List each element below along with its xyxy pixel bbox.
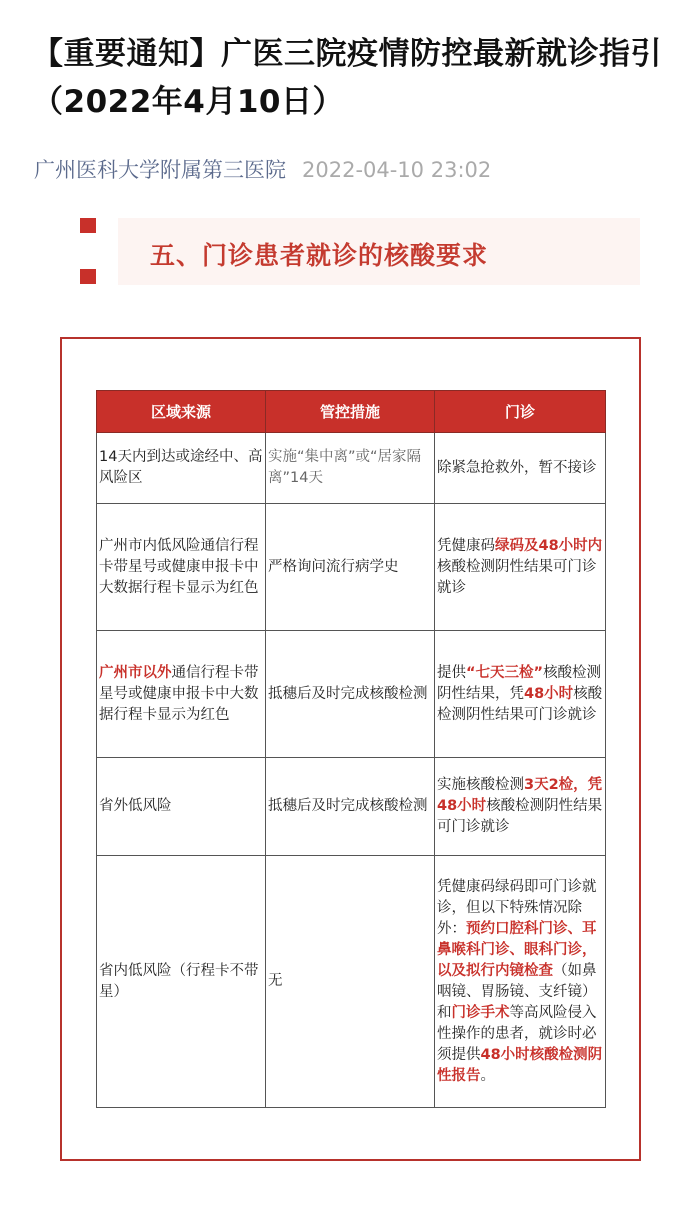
cell-text: 核酸检测阴性结果，凭 [437,664,602,702]
table-row [97,631,606,758]
cell-region [97,856,266,1108]
cell-text: 无 [268,973,283,989]
article-meta [34,154,491,184]
cell-measures [266,856,435,1108]
cell-outpatient [435,758,606,856]
header-measures: 管控措施 [266,391,435,433]
table-row [97,433,606,504]
cell-region [97,631,266,758]
header-region: 区域来源 [97,391,266,433]
table-header-row [97,391,606,433]
highlight-text: 绿码及48小时内 [495,537,603,554]
header-outpatient: 门诊 [435,391,606,433]
cell-text: （如鼻咽镜、胃肠镜、支纤镜）和 [437,962,597,1021]
cell-outpatient [435,504,606,631]
author-link[interactable]: 广州医科大学附属第三医院 [34,158,286,182]
section-banner [118,218,640,285]
table-row [97,758,606,856]
cell-text: 凭健康码 [437,537,495,554]
cell-text: 省外低风险 [99,798,172,814]
cell-region [97,433,266,504]
highlight-text: 门诊手术 [451,1004,510,1021]
decor-square [80,218,96,233]
cell-region [97,758,266,856]
cell-text: 凭健康码绿码即可门诊就诊，但以下特殊情况除外： [437,878,597,937]
table-row [97,504,606,631]
cell-text: 核酸检测阴性结果可门诊就诊 [437,558,597,596]
highlight-text: “七天三检” [466,664,544,681]
cell-text: 。 [480,1067,495,1084]
highlight-text: 48小时 [524,685,574,702]
cell-text: 除紧急抢救外，暂不接诊 [437,459,597,476]
publish-date: 2022-04-10 23:02 [302,158,492,182]
cell-outpatient [435,856,606,1108]
section-heading: 五、门诊患者就诊的核酸要求 [150,241,489,270]
highlight-text: 广州市以外 [99,664,172,681]
cell-text: 抵穗后及时完成核酸检测 [268,798,428,814]
cell-region [97,504,266,631]
table-row [97,856,606,1108]
highlight-text: 3天2检，凭48小时 [437,777,603,814]
nucleic-acid-requirements-table [96,390,606,1108]
cell-text: 严格询问流行病学史 [268,558,399,575]
cell-text: 核酸检测阴性结果可门诊就诊 [437,685,603,723]
cell-text: 实施核酸检测 [437,777,524,793]
cell-text: 提供 [437,664,466,681]
cell-outpatient [435,631,606,758]
cell-text: 核酸检测阴性结果可门诊就诊 [437,798,603,835]
cell-measures [266,631,435,758]
cell-text: 等高风险侵入性操作的患者，就诊时必须提供 [437,1004,597,1063]
decor-square [80,269,96,284]
cell-text: 广州市内低风险通信行程卡带星号或健康申报卡中大数据行程卡显示为红色 [99,537,259,596]
cell-measures [266,504,435,631]
highlight-text: 48小时核酸检测阴性报告 [437,1046,603,1084]
article-title: 【重要通知】广医三院疫情防控最新就诊指引（2022年4月10日） [32,36,662,120]
cell-measures [266,433,435,504]
cell-outpatient [435,433,606,504]
cell-text: 抵穗后及时完成核酸检测 [268,685,428,702]
highlight-text: 预约口腔科门诊、耳鼻喉科门诊、眼科门诊，以及拟行内镜检查 [437,920,597,979]
cell-text: 通信行程卡带星号或健康申报卡中大数据行程卡显示为红色 [99,664,259,723]
cell-measures [266,758,435,856]
cell-text: 实施“集中离”或“居家隔离”14天 [268,449,422,486]
cell-text: 省内低风险（行程卡不带星） [99,962,259,1000]
cell-text: 14天内到达或途经中、高风险区 [99,449,263,486]
